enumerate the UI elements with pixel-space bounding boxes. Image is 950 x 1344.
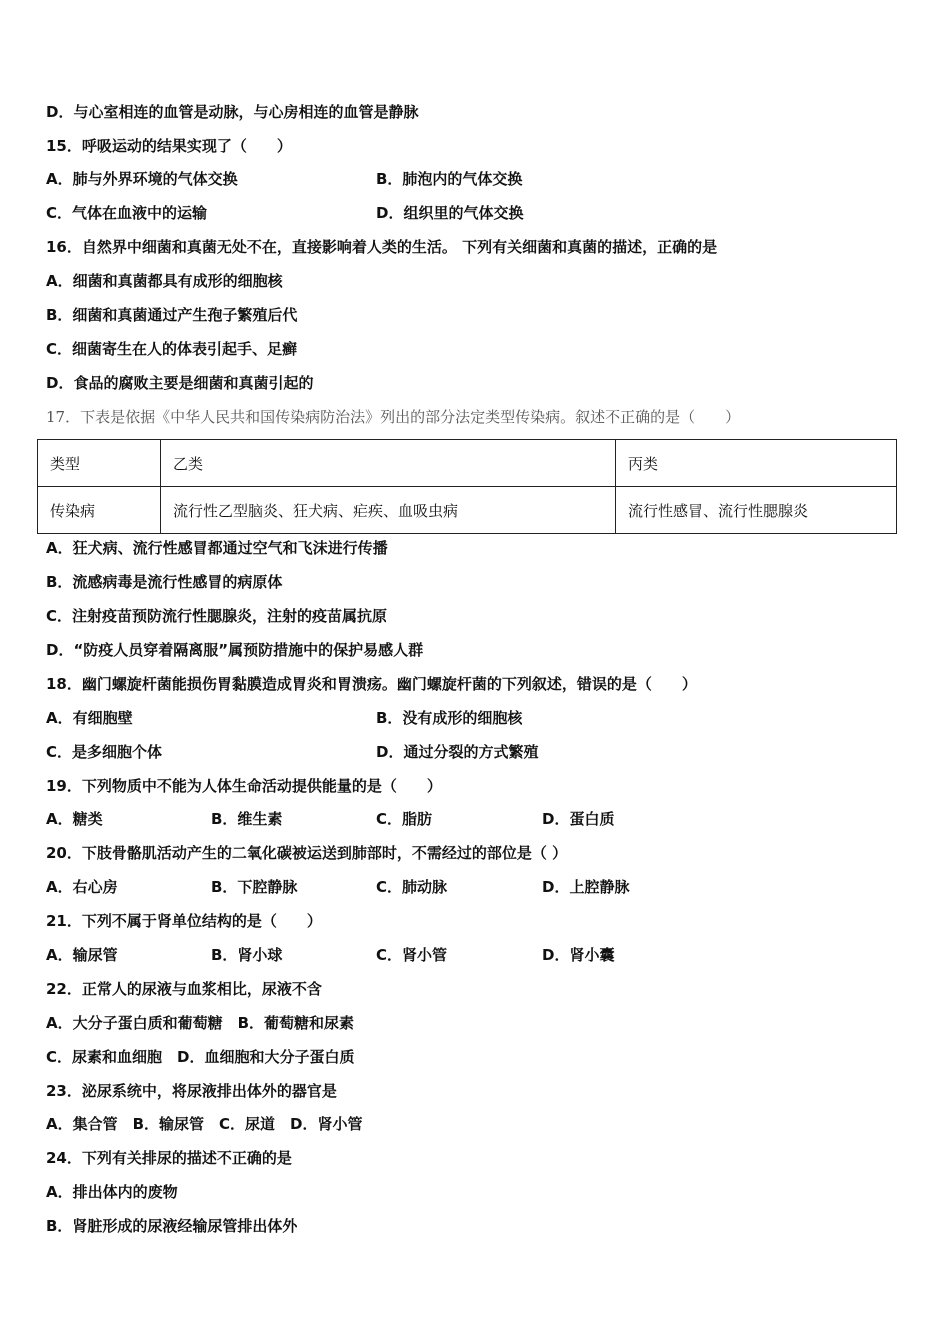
table-header-row <box>38 440 897 487</box>
q24-stem: 24．下列有关排尿的描述不正确的是 <box>46 1149 292 1167</box>
q22-stem: 22．正常人的尿液与血浆相比，尿液不含 <box>46 980 322 998</box>
q16-option-c: C．细菌寄生在人的体表引起手、足癣 <box>46 340 298 358</box>
q21-option-c: C．肾小管 <box>376 946 448 964</box>
q18-option-d: D．通过分裂的方式繁殖 <box>376 743 539 761</box>
q24-option-b: B．肾脏形成的尿液经输尿管排出体外 <box>46 1217 298 1235</box>
q22-options-line1: A．大分子蛋白质和葡萄糖 B．葡萄糖和尿素 <box>46 1014 355 1032</box>
q15-options-row2 <box>46 202 906 224</box>
q18-options-row1 <box>46 707 906 729</box>
q23-stem: 23．泌尿系统中，将尿液排出体外的器官是 <box>46 1082 337 1100</box>
table-cell: 传染病 <box>38 487 161 534</box>
q15-option-a: A．肺与外界环境的气体交换 <box>46 170 238 188</box>
q16-option-d: D．食品的腐败主要是细菌和真菌引起的 <box>46 374 314 392</box>
q17-option-a: A．狂犬病、流行性感冒都通过空气和飞沫进行传播 <box>46 539 388 557</box>
q19-option-d: D．蛋白质 <box>542 810 615 828</box>
q21-option-b: B．肾小球 <box>211 946 283 964</box>
table-row <box>38 487 897 534</box>
q20-option-a: A．右心房 <box>46 878 118 896</box>
q18-option-b: B．没有成形的细胞核 <box>376 709 523 727</box>
q16-stem: 16．自然界中细菌和真菌无处不在，直接影响着人类的生活。 下列有关细菌和真菌的描述，正确的是 <box>46 238 718 256</box>
q19-option-b: B．维生素 <box>211 810 283 828</box>
q15-option-b: B．肺泡内的气体交换 <box>376 170 523 188</box>
q20-option-d: D．上腔静脉 <box>542 878 630 896</box>
q17-option-c: C．注射疫苗预防流行性腮腺炎，注射的疫苗属抗原 <box>46 607 388 625</box>
q21-stem: 21．下列不属于肾单位结构的是（ ） <box>46 912 322 930</box>
q20-option-c: C．肺动脉 <box>376 878 448 896</box>
q16-option-b: B．细菌和真菌通过产生孢子繁殖后代 <box>46 306 298 324</box>
q14-option-d: D．与心室相连的血管是动脉，与心房相连的血管是静脉 <box>46 103 419 121</box>
q24-option-a: A．排出体内的废物 <box>46 1183 178 1201</box>
q20-options <box>46 876 906 898</box>
q20-option-b: B．下腔静脉 <box>211 878 298 896</box>
q19-option-a: A．糖类 <box>46 810 103 828</box>
table-cell: 流行性感冒、流行性腮腺炎 <box>616 487 897 534</box>
table-cell: 丙类 <box>616 440 897 487</box>
q15-option-d: D．组织里的气体交换 <box>376 204 524 222</box>
q15-option-c: C．气体在血液中的运输 <box>46 204 208 222</box>
table-cell: 类型 <box>38 440 161 487</box>
q20-stem: 20．下肢骨骼肌活动产生的二氧化碳被运送到肺部时，不需经过的部位是（ ） <box>46 844 568 862</box>
q15-stem: 15．呼吸运动的结果实现了（ ） <box>46 137 292 155</box>
q19-stem: 19．下列物质中不能为人体生命活动提供能量的是（ ） <box>46 777 442 795</box>
q16-option-a: A．细菌和真菌都具有成形的细胞核 <box>46 272 283 290</box>
q17-option-b: B．流感病毒是流行性感冒的病原体 <box>46 573 283 591</box>
q19-option-c: C．脂肪 <box>376 810 433 828</box>
q18-stem: 18．幽门螺旋杆菌能损伤胃黏膜造成胃炎和胃溃疡。幽门螺旋杆菌的下列叙述，错误的是（ ） <box>46 675 697 693</box>
q18-options-row2 <box>46 741 906 763</box>
infectious-disease-table <box>37 439 897 534</box>
q17-option-d: D．“防疫人员穿着隔离服”属预防措施中的保护易感人群 <box>46 641 424 659</box>
q21-option-d: D．肾小囊 <box>542 946 615 964</box>
q21-option-a: A．输尿管 <box>46 946 118 964</box>
q17-stem: 17．下表是依据《中华人民共和国传染病防治法》列出的部分法定类型传染病。叙述不正确的是（ ） <box>46 408 741 426</box>
q18-option-c: C．是多细胞个体 <box>46 743 163 761</box>
q22-options-line2: C．尿素和血细胞 D．血细胞和大分子蛋白质 <box>46 1048 355 1066</box>
table-cell: 乙类 <box>161 440 616 487</box>
q21-options <box>46 944 906 966</box>
q23-options: A．集合管 B．输尿管 C．尿道 D．肾小管 <box>46 1115 363 1133</box>
q18-option-a: A．有细胞壁 <box>46 709 133 727</box>
table-cell: 流行性乙型脑炎、狂犬病、疟疾、血吸虫病 <box>161 487 616 534</box>
q19-options <box>46 808 906 830</box>
q15-options-row1 <box>46 168 906 190</box>
